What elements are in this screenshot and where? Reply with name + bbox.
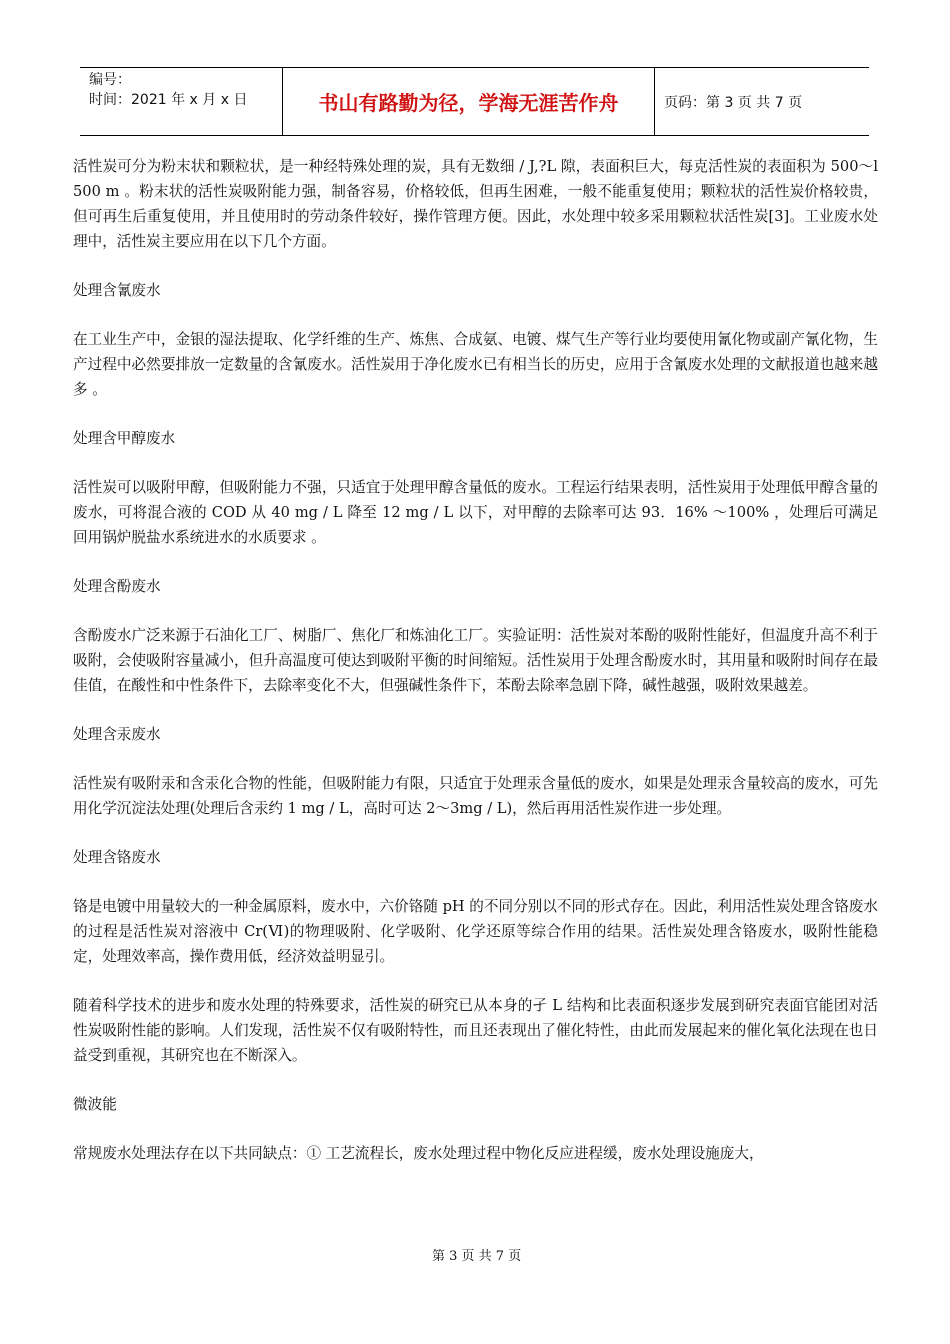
section-heading: 微波能 <box>73 1096 117 1113</box>
document-body <box>73 154 878 1166</box>
time-label: 时间：2021 年 x 月 x 日 <box>89 92 248 108</box>
section-heading: 处理含汞废水 <box>73 726 161 743</box>
section-heading: 处理含铬废水 <box>73 849 161 866</box>
number-label: 编号： <box>89 72 131 88</box>
header-page-label: 页码：第 3 页 共 7 页 <box>664 94 803 111</box>
page-footer: 第 3 页 共 7 页 <box>432 1249 522 1264</box>
paragraph: 在工业生产中，金银的湿法提取、化学纤维的生产、炼焦、合成氨、电镀、煤气生产等行业均要使用氰化物或副产氰化物，生产过程中必然要排放一定数量的含氰废水。活性炭用于净化废水已有相当长的历史，应用于含氰废水处理的文献报道也越来越多 。 <box>73 331 878 398</box>
header-meta <box>80 68 283 135</box>
paragraph: 常规废水处理法存在以下共同缺点：① 工艺流程长，废水处理过程中物化反应进程缓，废水处理设施庞大， <box>73 1145 764 1162</box>
paragraph: 含酚废水广泛来源于石油化工厂、树脂厂、焦化厂和炼油化工厂。实验证明：活性炭对苯酚的吸附性能好，但温度升高不利于吸附，会使吸附容量减小，但升高温度可使达到吸附平衡的时间缩短。活性炭用于处理含酚废水时，其用量和吸附时间存在最佳值，在酸性和中性条件下，去除率变化不大，但强碱性条件下，苯酚去除率急剧下降，碱性越强，吸附效果越差。 <box>73 627 878 694</box>
section-heading: 处理含酚废水 <box>73 578 161 595</box>
paragraph: 铬是电镀中用量较大的一种金属原料，废水中，六价铬随 pH 的不同分别以不同的形式存在。因此，利用活性炭处理含铬废水的过程是活性炭对溶液中 Cr(Ⅵ)的物理吸附、化学吸附、化学还原等综合作用的结果。活性炭处理含铬废水，吸附性能稳定，处理效率高，操作费用低，经济效益明显引。 <box>73 898 878 965</box>
page-header <box>80 67 869 136</box>
paragraph: 活性炭可分为粉末状和颗粒状，是一种经特殊处理的炭，具有无数细 / J,?L 隙，表面积巨大，每克活性炭的表面积为 500～l 500 m 。粉末状的活性炭吸附能力强，制备容易，价格较低，但再生困难，一般不能重复使用；颗粒状的活性炭价格较贵，但可再生后重复使用，并且使用时的劳动条件较好，操作管理方便。因此，水处理中较多采用颗粒状活性炭[3]。工业废水处理中，活性炭主要应用在以下几个方面。 <box>73 158 878 250</box>
paragraph: 活性炭有吸附汞和含汞化合物的性能，但吸附能力有限，只适宜于处理汞含量低的废水，如果是处理汞含量较高的废水，可先用化学沉淀法处理(处理后含汞约 1 mg / L，高时可达 2～3mg / L)，然后再用活性炭作进一步处理。 <box>73 775 878 817</box>
header-motto: 书山有路勤为径，学海无涯苦作舟 <box>283 68 655 135</box>
section-heading: 处理含甲醇废水 <box>73 430 176 447</box>
paragraph: 活性炭可以吸附甲醇，但吸附能力不强，只适宜于处理甲醇含量低的废水。工程运行结果表明，活性炭用于处理低甲醇含量的废水，可将混合液的 COD 从 40 mg / L 降至 12 mg / L 以下，对甲醇的去除率可达 93．16% ～100% ，处理后可满足回用锅炉脱盐水系统进水的水质要求 。 <box>73 479 878 546</box>
paragraph: 随着科学技术的进步和废水处理的特殊要求，活性炭的研究已从本身的孑 L 结构和比表面积逐步发展到研究表面官能团对活性炭吸附性能的影响。人们发现，活性炭不仅有吸附特性，而且还表现出了催化特性，由此而发展起来的催化氧化法现在也日益受到重视，其研究也在不断深入。 <box>73 997 878 1064</box>
section-heading: 处理含氰废水 <box>73 282 161 299</box>
